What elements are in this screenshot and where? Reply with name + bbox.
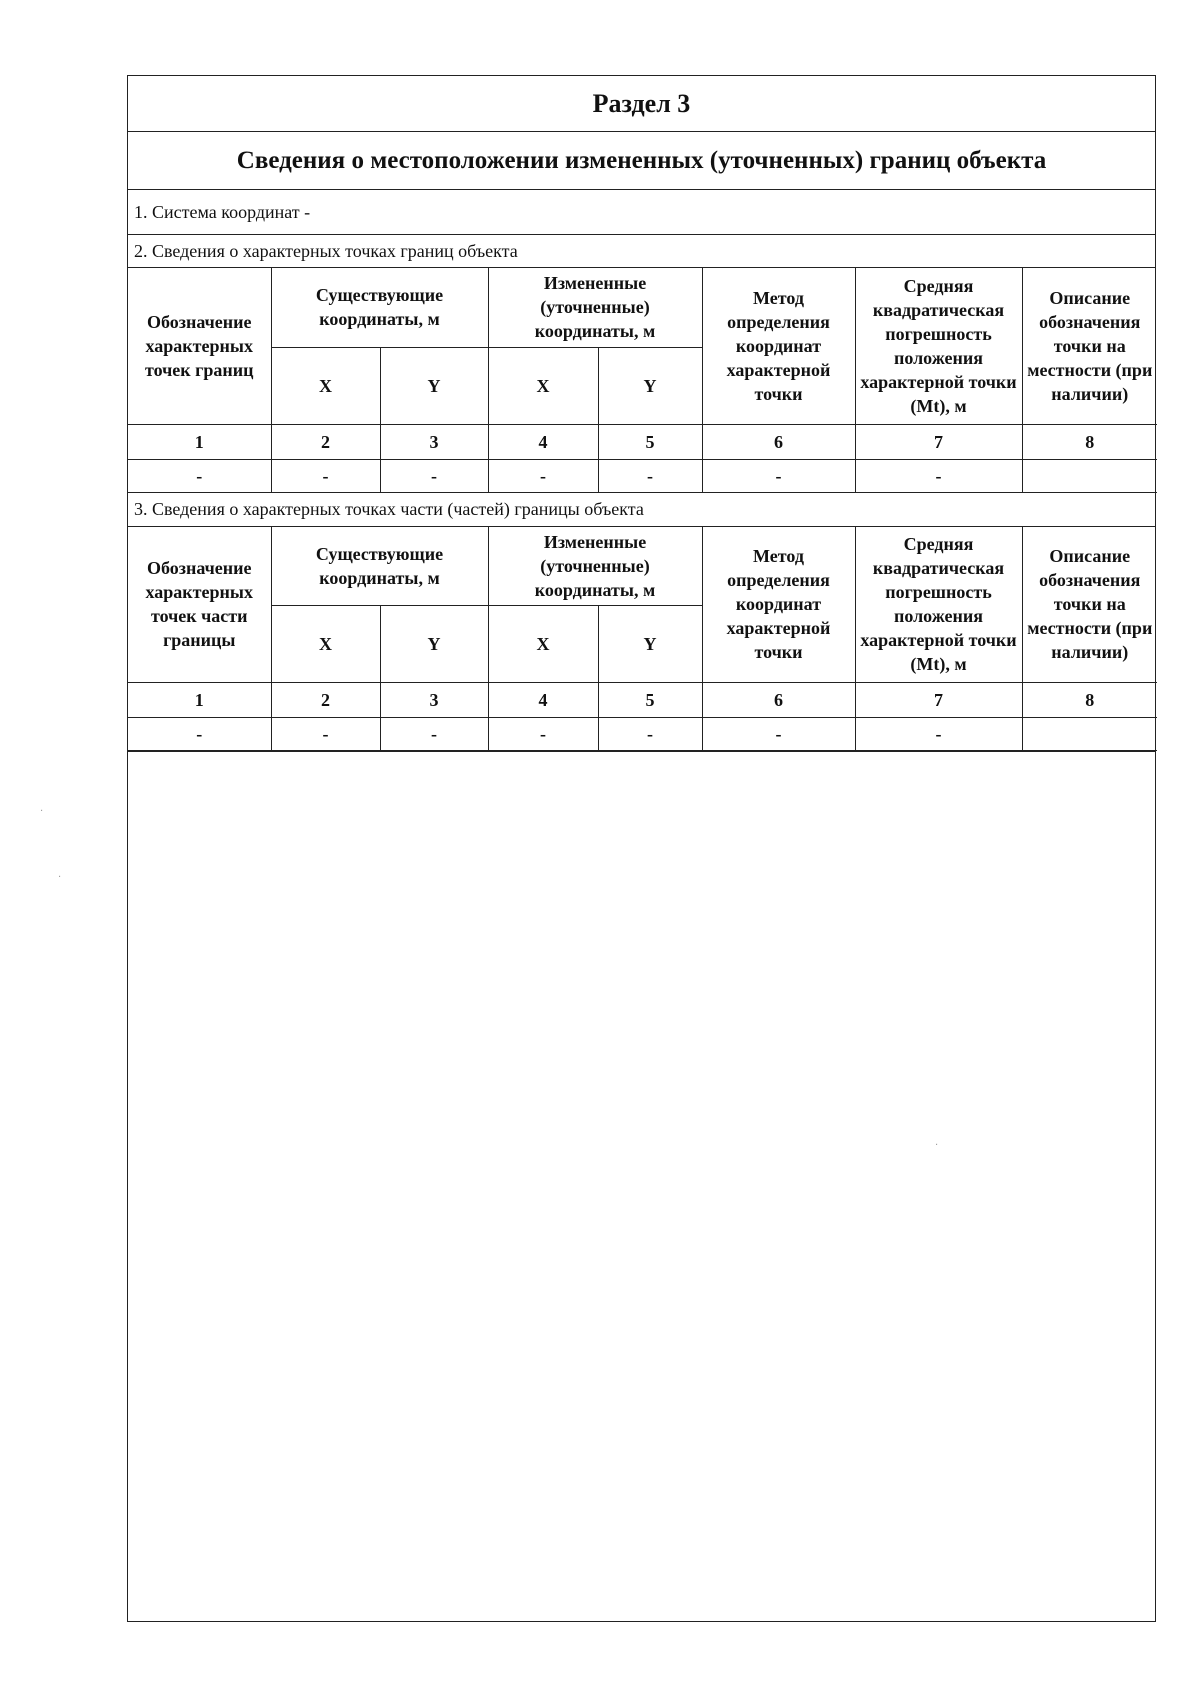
table1-header-description: Описание обозначения точки на местности (при наличии) [1022,268,1157,424]
table1-cell: - [598,459,702,492]
table1-header-changed: Измененные (уточненные) координаты, м [488,268,702,347]
table2-header-existing: Существующие координаты, м [271,527,488,606]
table1-col-num: 4 [488,424,598,459]
table2-col-num: 4 [488,683,598,718]
section-title: Раздел 3 [128,76,1155,132]
table1-boundary-points [128,268,1157,493]
table1-cell: - [488,459,598,492]
table2-cell: - [702,718,855,751]
table1-col-num: 7 [855,424,1022,459]
table1-cell: - [128,459,271,492]
table1-cell [1022,459,1157,492]
table2-header-changed-x: X [488,606,598,683]
table1-cell: - [855,459,1022,492]
section-subtitle: Сведения о местоположении измененных (уточненных) границ объекта [128,132,1155,190]
table1-col-num: 6 [702,424,855,459]
table2-col-num: 6 [702,683,855,718]
table2-cell: - [271,718,380,751]
table2-header-existing-y: Y [380,606,488,683]
table2-col-num: 7 [855,683,1022,718]
table1-header-error: Средняя квадратическая погрешность положения характерной точки (Mt), м [855,268,1022,424]
table2-header-existing-x: X [271,606,380,683]
table2-col-num: 5 [598,683,702,718]
table2-cell [1022,718,1157,751]
table1-col-num: 1 [128,424,271,459]
empty-area [128,751,1155,752]
document-frame [127,75,1156,1622]
table1-header-existing-y: Y [380,347,488,424]
table1-cell: - [271,459,380,492]
table2-header-designation: Обозначение характерных точек части границы [128,527,271,683]
table2-col-num: 8 [1022,683,1157,718]
table2-header-description: Описание обозначения точки на местности (при наличии) [1022,527,1157,683]
table2-cell: - [128,718,271,751]
table1-col-num: 5 [598,424,702,459]
table2-col-num: 1 [128,683,271,718]
table1-cell: - [380,459,488,492]
scan-speck: · [58,872,62,883]
table1-col-num: 3 [380,424,488,459]
table2-cell: - [488,718,598,751]
table2-header-changed: Измененные (уточненные) координаты, м [488,527,702,606]
table-row [128,718,1157,751]
table1-header-changed-x: X [488,347,598,424]
table1-header-existing: Существующие координаты, м [271,268,488,347]
table2-col-num: 3 [380,683,488,718]
table-row [128,459,1157,492]
table1-col-num: 2 [271,424,380,459]
table1-header-designation: Обозначение характерных точек границ [128,268,271,424]
table1-header-changed-y: Y [598,347,702,424]
table2-col-num: 2 [271,683,380,718]
table2-cell: - [380,718,488,751]
table2-caption: 3. Сведения о характерных точках части (частей) границы объекта [128,493,1155,527]
table2-cell: - [598,718,702,751]
table2-header-error: Средняя квадратическая погрешность положения характерной точки (Mt), м [855,527,1022,683]
table1-caption: 2. Сведения о характерных точках границ объекта [128,235,1155,268]
table1-cell: - [702,459,855,492]
scan-speck: · [935,1140,939,1151]
table2-column-numbers [128,683,1157,718]
table1-col-num: 8 [1022,424,1157,459]
table1-header-method: Метод определения координат характерной точки [702,268,855,424]
table2-cell: - [855,718,1022,751]
coordinate-system-line: 1. Система координат - [128,190,1155,235]
table2-header-method: Метод определения координат характерной точки [702,527,855,683]
table2-part-boundary-points [128,527,1157,752]
scan-speck: · [40,806,44,817]
table1-column-numbers [128,424,1157,459]
table2-header-changed-y: Y [598,606,702,683]
table1-header-existing-x: X [271,347,380,424]
